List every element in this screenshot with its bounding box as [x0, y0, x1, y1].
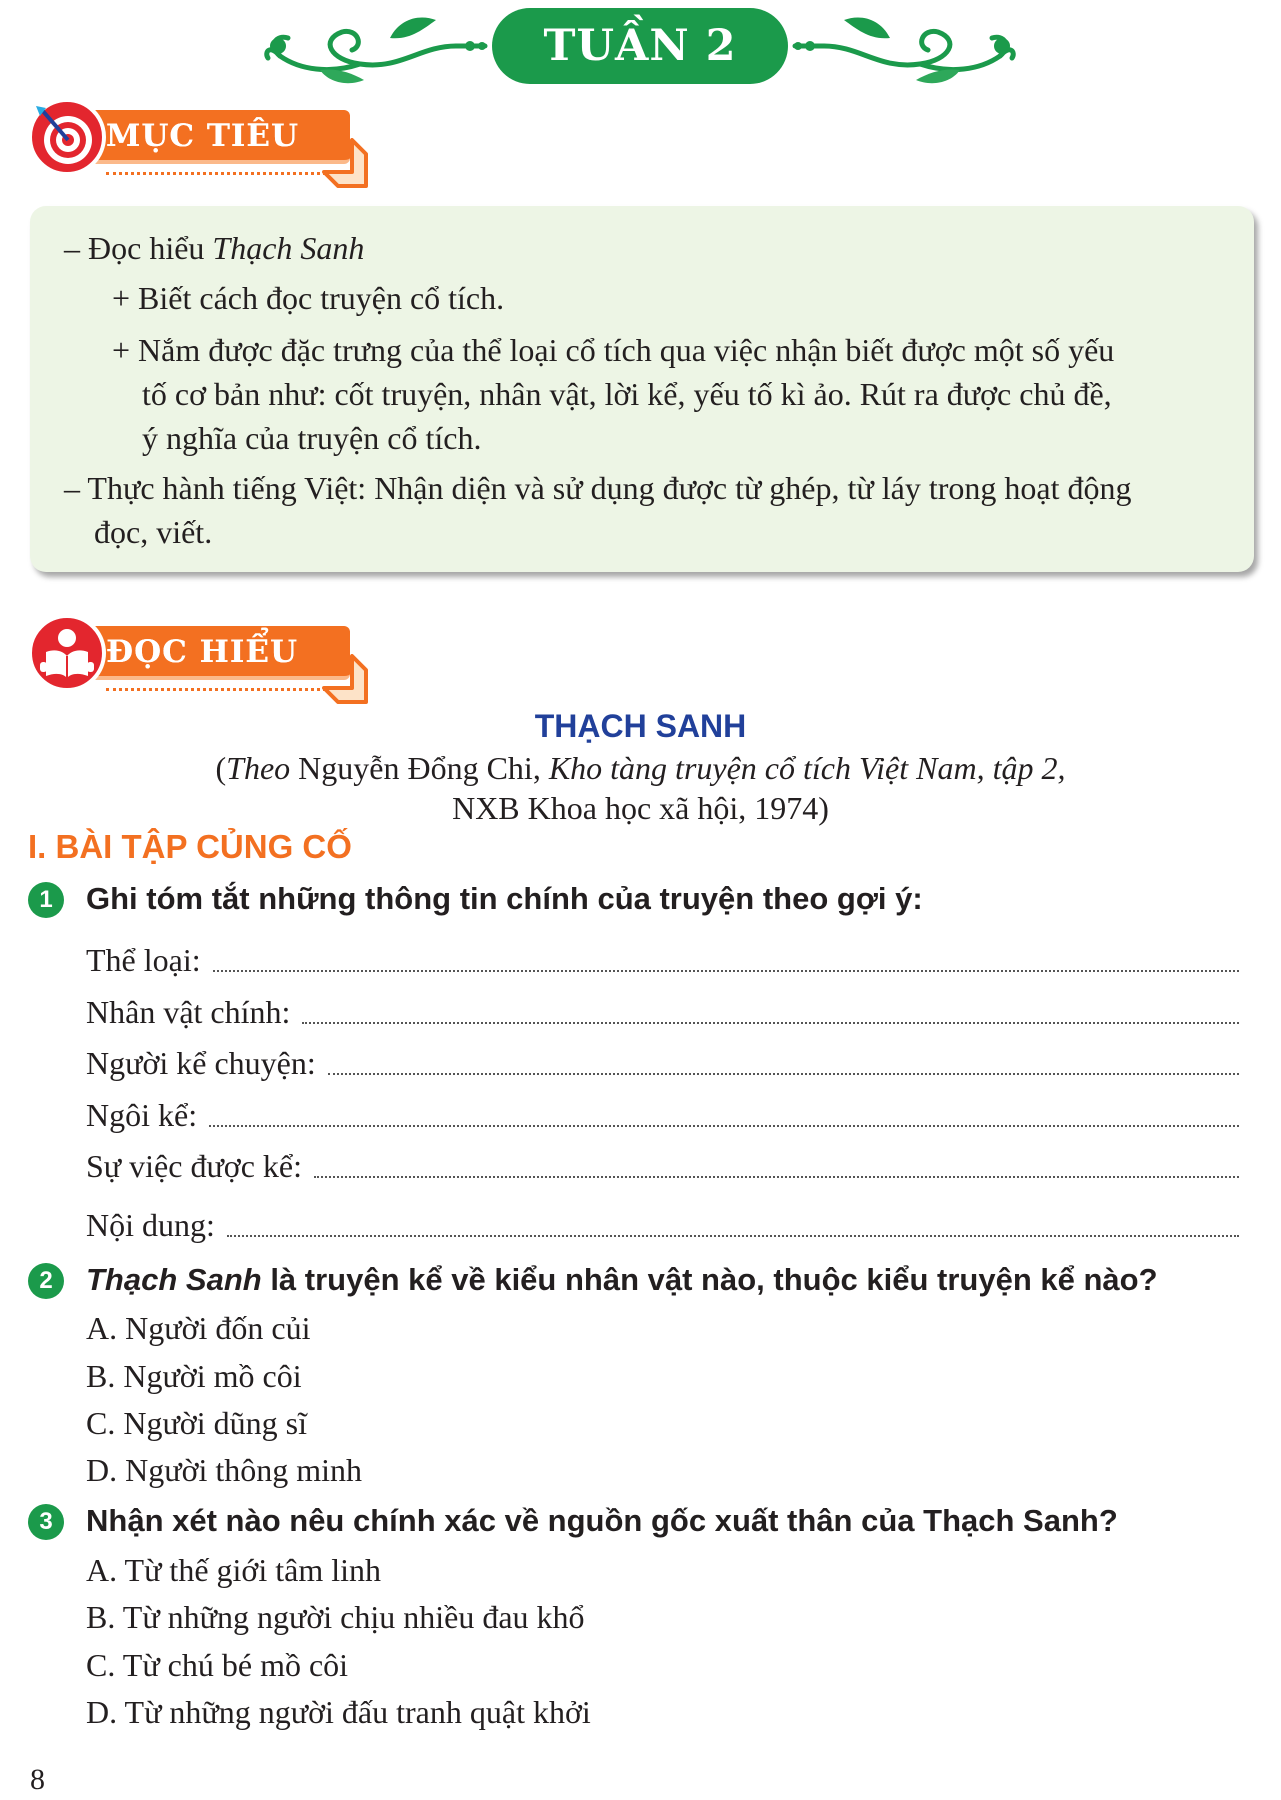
objectives-header	[28, 88, 388, 184]
target-icon	[28, 98, 106, 176]
reading-header	[28, 604, 388, 700]
exercise-part-heading: I. BÀI TẬP CỦNG CỐ	[28, 828, 352, 865]
week-banner	[260, 0, 1020, 94]
objective-line: – Thực hành tiếng Việt: Nhận diện và sử dụng được từ ghép, từ láy trong hoạt động	[64, 470, 1132, 506]
objective-line: tố cơ bản như: cốt truyện, nhân vật, lời kể, yếu tố kì ảo. Rút ra được chủ đề,	[142, 376, 1112, 412]
answer-blank-line[interactable]	[209, 1125, 1239, 1127]
fill-in-label: Nội dung:	[86, 1207, 215, 1243]
question-3-text: Nhận xét nào nêu chính xác về nguồn gốc xuất thân của Thạch Sanh?	[86, 1503, 1118, 1538]
fill-in-row[interactable]	[86, 938, 1239, 982]
fill-in-label: Người kể chuyện:	[86, 1045, 316, 1081]
week-title: TUẦN 2	[492, 8, 788, 84]
objective-line: ý nghĩa của truyện cổ tích.	[142, 420, 482, 456]
objective-line: + Biết cách đọc truyện cổ tích.	[112, 280, 505, 316]
fill-in-row[interactable]	[86, 1041, 1239, 1085]
corner-arrow-icon	[318, 138, 370, 194]
story-source-line-2: NXB Khoa học xã hội, 1974)	[452, 790, 829, 826]
answer-blank-line[interactable]	[328, 1073, 1239, 1075]
answer-blank-line[interactable]	[314, 1176, 1239, 1178]
answer-option[interactable]: D. Người thông minh	[86, 1452, 363, 1488]
reading-person-icon	[28, 614, 106, 692]
question-2-text: Thạch Sanh là truyện kể về kiểu nhân vật nào, thuộc kiểu truyện kể nào?	[86, 1262, 1158, 1297]
fill-in-row[interactable]	[86, 1203, 1239, 1247]
story-source-line-1: (Theo Nguyễn Đổng Chi, Kho tàng truyện cổ tích Việt Nam, tập 2,	[215, 750, 1066, 786]
objectives-title: MỤC TIÊU	[106, 118, 300, 154]
answer-option[interactable]: A. Người đốn củi	[86, 1310, 311, 1346]
fill-in-label: Nhân vật chính:	[86, 994, 291, 1030]
right-ornament-icon	[788, 0, 1020, 94]
question-number-badge: 2	[28, 1263, 64, 1299]
objective-line: + Nắm được đặc trưng của thể loại cổ tích qua việc nhận biết được một số yếu	[112, 332, 1115, 368]
answer-blank-line[interactable]	[227, 1235, 1239, 1237]
left-ornament-icon	[260, 0, 492, 94]
question-number-badge: 3	[28, 1504, 64, 1540]
answer-blank-line[interactable]	[302, 1022, 1239, 1024]
fill-in-row[interactable]	[86, 990, 1239, 1034]
answer-option[interactable]: A. Từ thế giới tâm linh	[86, 1552, 381, 1588]
corner-arrow-icon	[318, 654, 370, 710]
question-number-badge: 1	[28, 882, 64, 918]
answer-option[interactable]: C. Người dũng sĩ	[86, 1405, 307, 1441]
objectives-box	[30, 206, 1254, 572]
answer-option[interactable]: B. Người mồ côi	[86, 1358, 302, 1394]
page-number: 8	[30, 1763, 45, 1796]
answer-option[interactable]: C. Từ chú bé mồ côi	[86, 1647, 349, 1683]
fill-in-label: Thể loại:	[86, 942, 201, 978]
fill-in-label: Ngôi kể:	[86, 1097, 198, 1133]
answer-option[interactable]: D. Từ những người đấu tranh quật khởi	[86, 1694, 591, 1730]
objective-line: – Đọc hiểu Thạch Sanh	[64, 230, 365, 266]
answer-blank-line[interactable]	[213, 970, 1239, 972]
fill-in-row[interactable]	[86, 1144, 1239, 1188]
answer-option[interactable]: B. Từ những người chịu nhiều đau khổ	[86, 1599, 585, 1635]
story-title: THẠCH SANH	[534, 708, 747, 744]
reading-title: ĐỌC HIỂU	[106, 634, 299, 670]
fill-in-row[interactable]	[86, 1093, 1239, 1137]
objective-line: đọc, viết.	[94, 514, 213, 550]
fill-in-label: Sự việc được kể:	[86, 1148, 302, 1184]
question-1-text: Ghi tóm tắt những thông tin chính của truyện theo gợi ý:	[86, 881, 923, 916]
